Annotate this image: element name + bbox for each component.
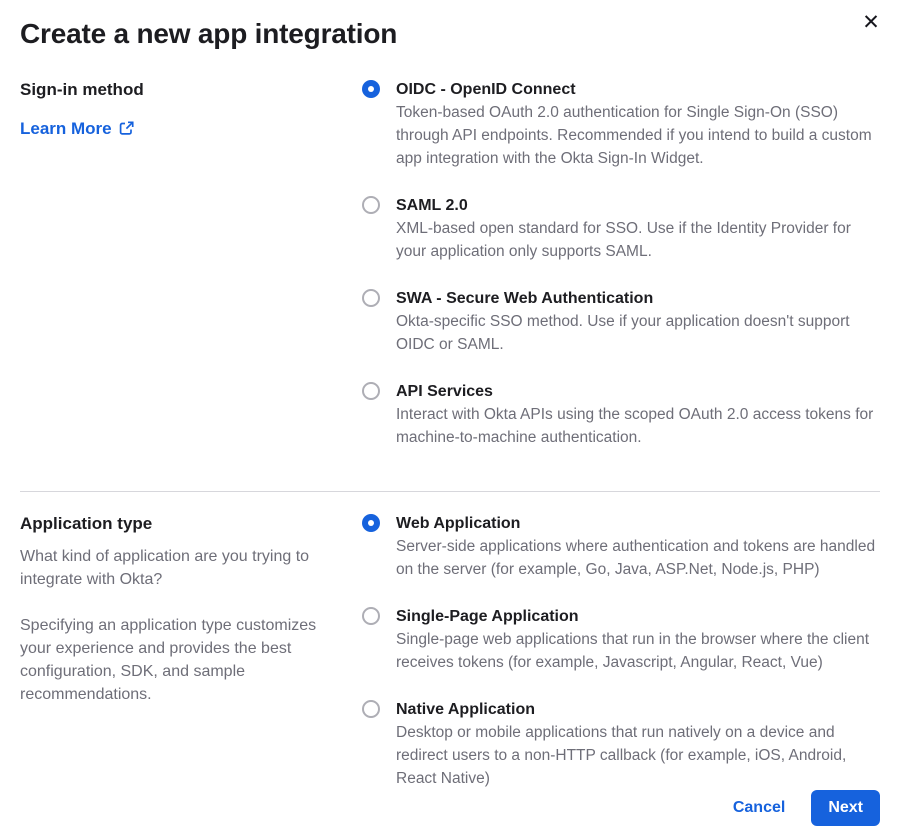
radio-saml[interactable] — [362, 196, 380, 214]
external-link-icon — [119, 121, 134, 136]
option-saml-description: XML-based open standard for SSO. Use if the Identity Provider for your application only supports SAML. — [396, 220, 851, 260]
option-native-application-label: Native Application — [396, 701, 535, 718]
page-title: Create a new app integration — [20, 18, 398, 49]
option-api-services-description: Interact with Okta APIs using the scoped OAuth 2.0 access tokens for machine-to-machine authentication. — [396, 406, 874, 446]
option-oidc[interactable] — [362, 78, 880, 170]
application-type-options — [362, 512, 880, 790]
option-api-services-label: API Services — [396, 383, 493, 400]
option-oidc-label: OIDC - OpenID Connect — [396, 81, 576, 98]
option-native-application-description: Desktop or mobile applications that run natively on a device and redirect users to a non-HTTP callback (for example, iOS, Android, React Native) — [396, 724, 847, 787]
option-api-services[interactable] — [362, 380, 880, 449]
learn-more-link[interactable] — [20, 117, 134, 140]
application-type-note: Specifying an application type customizes your experience and provides the best configuration, SDK, and sample recommendations. — [20, 617, 317, 703]
option-single-page-application-label: Single-Page Application — [396, 608, 579, 625]
radio-swa[interactable] — [362, 289, 380, 307]
signin-method-options — [362, 78, 880, 449]
dialog-footer — [20, 790, 880, 826]
radio-api-services[interactable] — [362, 382, 380, 400]
signin-method-section — [20, 78, 880, 449]
option-oidc-description: Token-based OAuth 2.0 authentication for Single Sign-On (SSO) through API endpoints. Recommended if you intend to build a custom app integration with the Okta Sign-In Widget. — [396, 104, 872, 167]
option-single-page-application[interactable] — [362, 605, 880, 674]
option-swa[interactable] — [362, 287, 880, 356]
option-swa-description: Okta-specific SSO method. Use if your application doesn't support OIDC or SAML. — [396, 313, 850, 353]
option-web-application[interactable] — [362, 512, 880, 581]
radio-single-page-application[interactable] — [362, 607, 380, 625]
radio-web-application[interactable] — [362, 514, 380, 532]
application-type-question: What kind of application are you trying to integrate with Okta? — [20, 548, 310, 588]
signin-method-heading: Sign-in method — [20, 80, 144, 99]
option-native-application[interactable] — [362, 698, 880, 790]
application-type-section — [20, 512, 880, 790]
option-single-page-application-description: Single-page web applications that run in the browser where the client receives tokens (for example, Javascript, Angular, React, Vue) — [396, 631, 870, 671]
option-web-application-label: Web Application — [396, 515, 521, 532]
cancel-button[interactable]: Cancel — [732, 799, 786, 816]
option-web-application-description: Server-side applications where authentication and tokens are handled on the server (for example, Go, Java, ASP.Net, Node.js, PHP) — [396, 538, 876, 578]
section-divider — [20, 491, 880, 492]
close-icon[interactable]: ✕ — [856, 8, 886, 38]
learn-more-label: Learn More — [20, 119, 112, 138]
application-type-heading: Application type — [20, 514, 153, 533]
option-saml[interactable] — [362, 194, 880, 263]
option-saml-label: SAML 2.0 — [396, 197, 468, 214]
radio-oidc[interactable] — [362, 80, 380, 98]
next-button[interactable]: Next — [811, 790, 880, 826]
option-swa-label: SWA - Secure Web Authentication — [396, 290, 654, 307]
radio-native-application[interactable] — [362, 700, 380, 718]
